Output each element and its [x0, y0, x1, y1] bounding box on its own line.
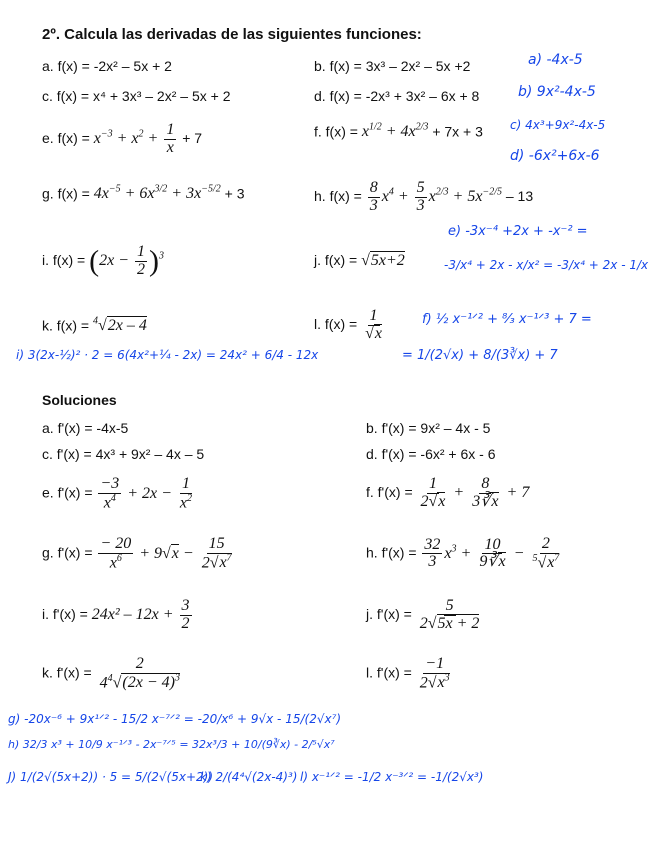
solution-i: i. f'(x) = 24x² – 12x + $\frac{3}{2}$: [42, 597, 190, 632]
handwritten-h: h) 32/3 x³ + 10/9 x⁻¹ᐟ³ - 2x⁻⁷ᐟ⁵ = 32x³/3 + 10/(9∛x) - 2/⁵√x⁷: [8, 738, 335, 751]
solution-b: b. f'(x) = 9x² – 4x - 5: [366, 420, 491, 436]
solution-g: g. f'(x) = $\frac{- 20}{x^6}$ + 9√x − $\frac{15}{2√x^7}$: [42, 535, 232, 572]
problem-a: a. f(x) = -2x² – 5x + 2: [42, 58, 172, 74]
handwritten-i: i) 3(2x-½)² · 2 = 6(4x²+¼ - 2x) = 24x² + 6/4 - 12x: [16, 348, 319, 362]
handwritten-d: d) -6x²+6x-6: [510, 148, 600, 164]
handwritten-f-line1: f) ½ x⁻¹ᐟ² + ⁸⁄₃ x⁻¹ᐟ³ + 7 =: [422, 312, 592, 327]
problem-g-tail: + 3: [224, 185, 245, 202]
handwritten-l: l) x⁻¹ᐟ² = -1/2 x⁻³ᐟ² = -1/(2√x³): [300, 770, 484, 784]
problem-l-label: l. f(x) =: [314, 315, 358, 332]
problem-k-label: k. f(x) =: [42, 317, 90, 334]
problem-k: k. f(x) = $^4$√2x – 4: [42, 316, 147, 335]
problem-h: h. f(x) = $\frac{8}{3}$ $x^4$ + $\frac{5}{3}$ $x^{2/3} + 5x^{-2/5} - 13$: [314, 179, 534, 214]
problem-h-tail: – 13: [505, 187, 534, 204]
problem-c: c. f(x) = x⁴ + 3x³ – 2x² – 5x + 2: [42, 88, 231, 104]
solution-k: k. f'(x) = $\frac{2}{4^4√(2x - 4)^3}$: [42, 655, 180, 692]
handwritten-g: g) -20x⁻⁶ + 9x¹ᐟ² - 15/2 x⁻⁷ᐟ² = -20/x⁶ + 9√x - 15/(2√x⁷): [8, 712, 342, 726]
problem-e: e. $f(x) = x^{-3} + x^2$ + $\frac{1}{x}$ + 7: [42, 121, 203, 156]
solution-h-label: h. f'(x) =: [366, 544, 417, 561]
solution-l-label: l. f'(x) =: [366, 664, 412, 681]
problem-j: j. f(x) = √5x+2: [314, 252, 405, 269]
solution-j-label: j. f'(x) =: [366, 605, 412, 622]
solution-d: d. f'(x) = -6x² + 6x - 6: [366, 446, 496, 462]
handwritten-f-line2: = 1/(2√x) + 8/(3∛x) + 7: [402, 348, 558, 363]
solution-h: h. f'(x) = $\frac{32}{3}$ $x^3$ + $\frac{10}{9∛x}$ − $\frac{2}{^5√x^7}$: [366, 535, 560, 572]
problem-k-radicand: 2x – 4: [107, 317, 147, 335]
problem-g-label: g. f(x) =: [42, 185, 90, 202]
problem-d: d. f(x) = -2x³ + 3x² – 6x + 8: [314, 88, 480, 104]
solution-g-label: g. f'(x) =: [42, 544, 93, 561]
solution-e: e. f'(x) = $\frac{-3}{x^4}$ + 2x − $\frac{1}{x^2}$: [42, 475, 193, 512]
solution-k-label: k. f'(x) =: [42, 664, 92, 681]
solution-j: j. f'(x) = $\frac{5}{2√5x + 2}$: [366, 597, 480, 632]
solution-c: c. f'(x) = 4x³ + 9x² – 4x – 5: [42, 446, 205, 462]
problem-e-label: e. f(x) =: [42, 129, 90, 146]
problem-f-label: f. f(x) =: [314, 123, 358, 140]
solution-f: f. f'(x) = $\frac{1}{2√x}$ + $\frac{8}{3∛x}$ + 7: [366, 475, 530, 510]
solutions-heading: Soluciones: [42, 392, 117, 408]
solution-i-expr: 24x² – 12x +: [91, 605, 174, 623]
solution-f-label: f. f'(x) =: [366, 483, 413, 500]
problem-i-label: i. f(x) =: [42, 251, 86, 268]
handwritten-e-line1: e) -3x⁻⁴ +2x + -x⁻² =: [448, 224, 588, 239]
solution-i-label: i. f'(x) =: [42, 605, 88, 622]
problem-h-label: h. f(x) =: [314, 187, 362, 204]
handwritten-a: a) -4x-5: [528, 52, 583, 68]
handwritten-k: k) 2/(4⁴√(2x-4)³): [200, 770, 298, 784]
page-title: 2º. Calcula las derivadas de las siguientes funciones:: [42, 26, 422, 43]
problem-j-label: j. f(x) =: [314, 252, 358, 268]
handwritten-c: c) 4x³+9x²-4x-5: [510, 118, 606, 132]
handwritten-e-line2: -3/x⁴ + 2x - x/x² = -3/x⁴ + 2x - 1/x: [444, 258, 649, 272]
solution-a: a. f'(x) = -4x-5: [42, 420, 129, 436]
solution-e-label: e. f'(x) =: [42, 484, 93, 501]
problem-i: i. f(x) = (2x − $\frac{1}{2}$ )$^3$: [42, 243, 164, 278]
problem-b: b. f(x) = 3x³ – 2x² – 5x +2: [314, 58, 471, 74]
problem-f-tail: + 7x + 3: [432, 123, 483, 140]
problem-e-tail: + 7: [182, 129, 203, 146]
problem-l: l. f(x) = $\frac{1}{√x}$: [314, 307, 382, 342]
solution-l: l. f'(x) = $\frac{-1}{2√x^3}$: [366, 655, 450, 692]
handwritten-j: J) 1/(2√(5x+2)) · 5 = 5/(2√(5x+2)): [8, 770, 214, 784]
problem-j-radicand: 5x+2: [370, 252, 405, 269]
problem-f: f. $f(x) = x^{1/2} + 4x^{2/3} + 7x + 3$: [314, 122, 483, 141]
problem-g: g. $f(x) = 4x^{-5} + 6x^{3/2} + 3x^{-5/2} + 3$: [42, 184, 245, 203]
handwritten-b: b) 9x²-4x-5: [518, 84, 596, 100]
